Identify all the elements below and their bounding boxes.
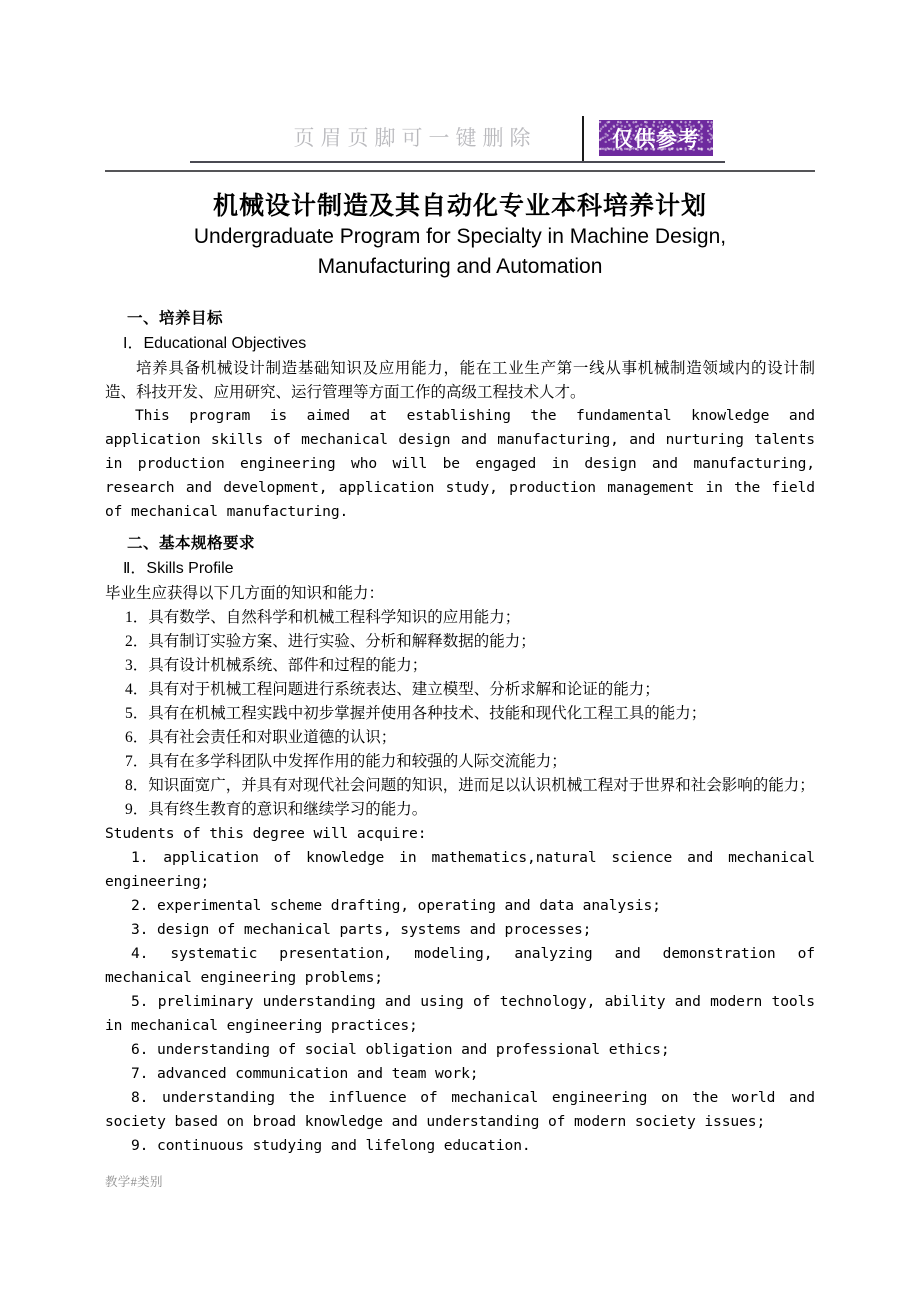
section-2-heading-english bbox=[123, 557, 815, 580]
section-1-paragraph-chinese: 培养具备机械设计制造基础知识及应用能力，能在工业生产第一线从事机械制造领域内的设计制造、科技开发、应用研究、运行管理等方面工作的高级工程技术人才。 bbox=[105, 360, 815, 401]
list-item: 3．具有设计机械系统、部件和过程的能力； bbox=[125, 656, 428, 674]
section-educational-objectives bbox=[105, 308, 815, 524]
list-item: 4．具有对于机械工程问题进行系统表达、建立模型、分析求解和论证的能力； bbox=[125, 680, 660, 698]
section-gap bbox=[105, 524, 815, 533]
list-item: 9．具有终生教育的意识和继续学习的能力。 bbox=[125, 800, 428, 818]
section-2-heading-english-text: ．Skills Profile bbox=[130, 560, 234, 577]
section-1-heading-chinese: 一、培养目标 bbox=[127, 310, 224, 327]
list-item: 2. experimental scheme drafting, operating and data analysis; bbox=[131, 896, 661, 914]
list-item: 1. application of knowledge in mathematics,natural science and mechanical engineering; bbox=[105, 848, 815, 890]
roman-numeral-one: Ⅰ bbox=[123, 334, 128, 352]
list-item: 4. systematic presentation, modeling, analyzing and demonstration of mechanical engineering problems; bbox=[105, 944, 815, 986]
section-2-lead-english: Students of this degree will acquire: bbox=[105, 824, 427, 842]
header-watermark-underline bbox=[190, 161, 725, 163]
section-2-lead-chinese: 毕业生应获得以下几方面的知识和能力： bbox=[105, 585, 385, 602]
list-item: 2．具有制订实验方案、进行实验、分析和解释数据的能力； bbox=[125, 632, 536, 650]
list-item: 8．知识面宽广，并具有对现代社会问题的知识，进而足以认识机械工程对于世界和社会影响的能力； bbox=[125, 776, 815, 794]
list-item: 8. understanding the influence of mechanical engineering on the world and society based on broad knowledge and understanding of modern society issues; bbox=[105, 1088, 815, 1130]
page-title-english-line2: Manufacturing and Automation bbox=[317, 255, 603, 278]
section-1-heading-english-text: ．Educational Objectives bbox=[127, 335, 307, 352]
section-1-paragraph-english: This program is aimed at establishing the fundamental knowledge and application skills of mechanical design and manufacturing, and nurturing talents in production engineering who will be engaged in design and manufacturing, research and development, application study, production management in the field of mechanical manufacturing. bbox=[105, 407, 815, 520]
page-title-english-line1: Undergraduate Program for Specialty in Machine Design, bbox=[193, 225, 727, 248]
page-footer: 教学#类别 bbox=[105, 1175, 163, 1189]
list-item: 9. continuous studying and lifelong education. bbox=[131, 1136, 531, 1154]
reference-only-badge bbox=[599, 120, 713, 156]
list-item: 6．具有社会责任和对职业道德的认识； bbox=[125, 728, 397, 746]
list-item: 5. preliminary understanding and using of technology, ability and modern tools in mechanical engineering practices; bbox=[105, 992, 815, 1034]
page-title-english bbox=[140, 222, 780, 282]
reference-only-badge-text: 仅供参考 bbox=[612, 127, 700, 151]
page-title-chinese: 机械设计制造及其自动化专业本科培养计划 bbox=[212, 193, 707, 220]
list-item: 1．具有数学、自然科学和机械工程科学知识的应用能力； bbox=[125, 608, 521, 626]
header-watermark-band bbox=[105, 108, 815, 170]
list-item: 7．具有在多学科团队中发挥作用的能力和较强的人际交流能力； bbox=[125, 752, 567, 770]
document-body bbox=[105, 308, 815, 1158]
roman-numeral-two: Ⅱ bbox=[123, 559, 131, 577]
section-skills-profile bbox=[105, 533, 815, 1158]
list-item: 6. understanding of social obligation and professional ethics; bbox=[131, 1040, 670, 1058]
header-rule bbox=[105, 170, 815, 172]
list-item: 7. advanced communication and team work; bbox=[131, 1064, 479, 1082]
section-2-heading-chinese: 二、基本规格要求 bbox=[127, 535, 256, 552]
list-item: 3. design of mechanical parts, systems and processes; bbox=[131, 920, 592, 938]
list-item: 5．具有在机械工程实践中初步掌握并使用各种技术、技能和现代化工程工具的能力； bbox=[125, 704, 707, 722]
header-watermark-text: 页眉页脚可一键删除 bbox=[293, 126, 537, 150]
section-1-heading-english bbox=[123, 332, 815, 355]
header-vertical-divider bbox=[582, 116, 584, 163]
